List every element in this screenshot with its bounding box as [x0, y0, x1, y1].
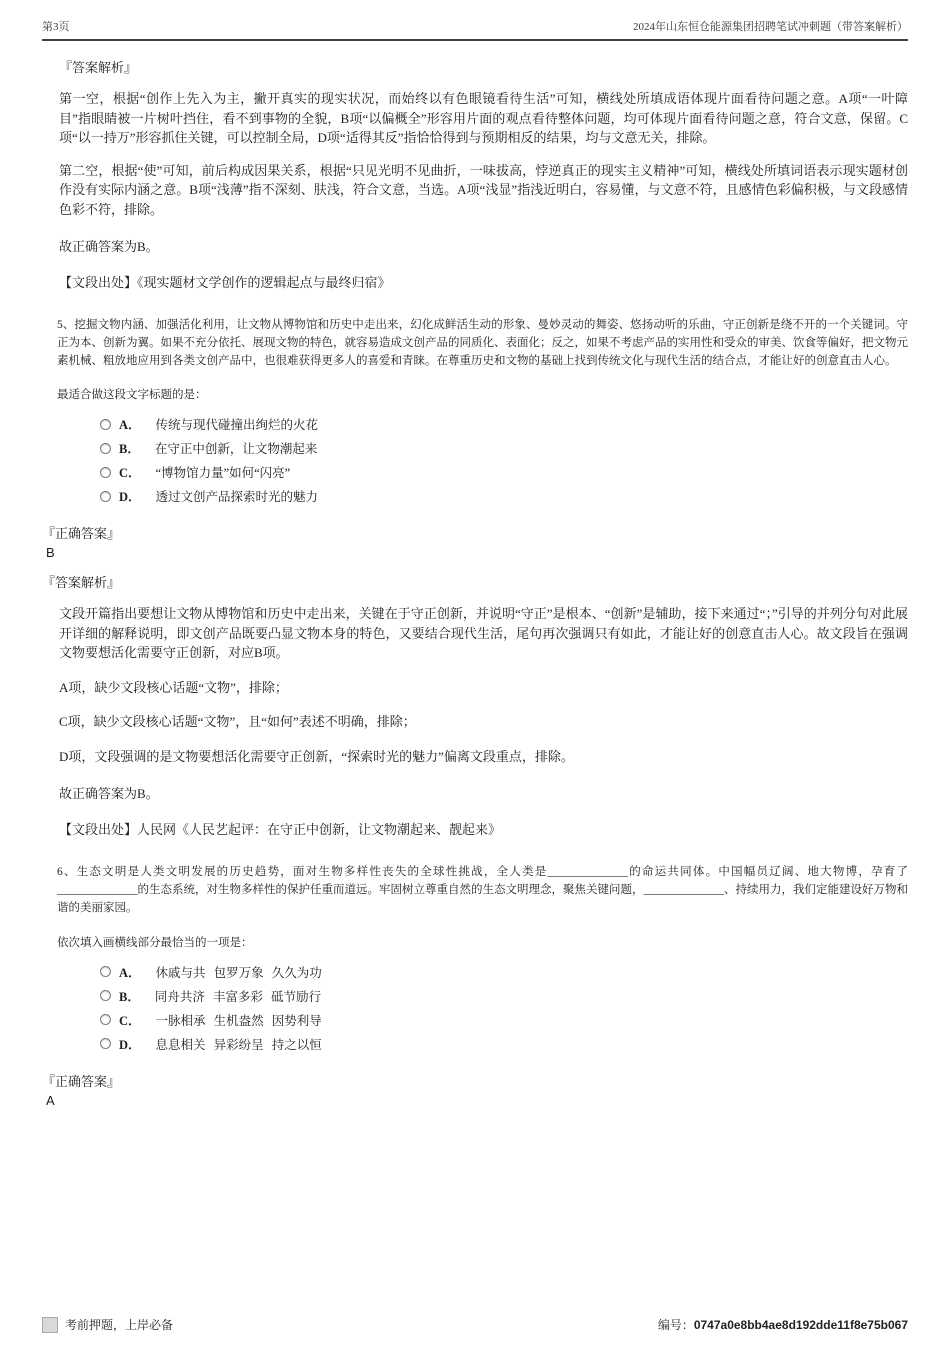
radio-button-icon[interactable]: [100, 419, 111, 430]
footer-code-label: 编号：: [657, 1318, 694, 1332]
radio-button-icon[interactable]: [100, 1014, 111, 1025]
question-prompt: 依次填入画横线部分最恰当的一项是：: [57, 936, 253, 949]
option-row: [100, 460, 908, 484]
option-letter: D．: [119, 1037, 141, 1052]
analysis-label: 『答案解析』: [42, 575, 121, 591]
option-row: [100, 984, 908, 1008]
analysis-paragraph: D项，文段强调的是文物要想活化需要守正创新，“探索时光的魅力”偏离文段重点，排除。: [59, 748, 574, 764]
option-text: 同舟共济 丰富多彩 砥节励行: [154, 989, 322, 1004]
option-text: 透过文创产品探索时光的魅力: [155, 490, 319, 505]
footer-logo-icon: [42, 1317, 58, 1333]
conclusion-text: 故正确答案为B。: [59, 239, 159, 254]
analysis-paragraph: C项，缺少文段核心话题“文物”，且“如何”表述不明确，排除；: [59, 714, 416, 730]
footer-slogan: 考前押题，上岸必备: [65, 1318, 174, 1332]
analysis-label: 『答案解析』: [59, 60, 138, 75]
option-text: 在守正中创新，让文物潮起来: [154, 442, 318, 457]
conclusion-text: 故正确答案为B。: [59, 786, 159, 802]
correct-answer-value: B: [46, 545, 55, 561]
option-text: 一脉相承 生机盎然 因势利导: [155, 1013, 322, 1028]
radio-button-icon[interactable]: [100, 1038, 111, 1049]
header-title: 2024年山东恒仓能源集团招聘笔试冲刺题（带答案解析）: [633, 21, 908, 33]
option-letter: B．: [119, 442, 140, 457]
option-row: [100, 1032, 908, 1056]
footer-code-value: 0747a0e8bb4ae8d192dde11f8e75b067: [693, 1318, 908, 1332]
page-header: [42, 18, 908, 34]
page-footer: [42, 1316, 908, 1333]
document-body: [42, 57, 908, 1108]
option-letter: D．: [119, 490, 141, 505]
option-text: 休戚与共 包罗万象 久久为功: [155, 965, 322, 980]
question-stem: 5、挖掘文物内涵、加强活化利用，让文物从博物馆和历史中走出来，幻化成鲜活生动的形象、曼妙灵动的舞姿、悠扬动听的乐曲，守正创新是绕不开的一个关键词。守正为本、创新为翼。如果不充分依托、展现文物的特色，就容易造成文创产品的同质化、表面化；反之，如果不考虑产品的实用性和受众的审美、饮食等偏好，把文物元素机械、粗放地应用到各类文创产品中，也很难获得更多人的喜爱和青睐。在尊重历史和文物的基础上找到传统文化与现代生活的结合点，才能让好的创意直击人心。: [57, 319, 908, 367]
question-options: [100, 960, 908, 1056]
source-text: 【文段出处】《现实题材文学创作的逻辑起点与最终归宿》: [59, 275, 391, 290]
analysis-paragraph: A项，缺少文段核心话题“文物”，排除；: [59, 679, 288, 695]
option-row: [100, 436, 908, 460]
radio-button-icon[interactable]: [100, 443, 111, 454]
radio-button-icon[interactable]: [100, 467, 111, 478]
correct-answer-value: A: [46, 1092, 55, 1108]
radio-button-icon[interactable]: [100, 491, 111, 502]
analysis-paragraph: 第二空，根据“使”可知，前后构成因果关系，根据“只见光明不见曲折，一味拔高，悖逆真正的现实主义精神”可知，横线处所填词语表示现实题材创作没有实际内涵之意。B项“浅薄”指不深刻、肤浅，符合文意，当选。A项“浅显”指浅近明白，容易懂，与文意不符，且感情色彩偏积极，与文段感情色彩不符，排除。: [59, 162, 908, 217]
option-row: [100, 960, 908, 984]
radio-button-icon[interactable]: [100, 990, 111, 1001]
footer-code: [658, 1316, 908, 1333]
analysis-paragraph: 第一空，根据“创作上先入为主，撇开真实的现实状况，而始终以有色眼镜看待生活”可知，横线处所填成语体现片面看待问题之意。A项“一叶障目”指眼睛被一片树叶挡住，看不到事物的全貌，B项“以偏概全”形容用片面的观点看待整体问题，均可体现片面看待问题之意，符合文意，保留。C项“以一持万”形容抓住关键，可以控制全局，D项“适得其反”指恰恰得到与预期相反的结果，均与文意无关，排除。: [59, 91, 908, 145]
correct-answer-label: 『正确答案』: [42, 1073, 121, 1089]
correct-answer-label: 『正确答案』: [42, 526, 121, 542]
option-text: 息息相关 异彩纷呈 持之以恒: [155, 1037, 322, 1052]
option-letter: A．: [119, 965, 141, 980]
option-letter: A．: [119, 418, 141, 433]
header-divider: [42, 39, 908, 41]
radio-button-icon[interactable]: [100, 966, 111, 977]
header-page-number: 第3页: [42, 21, 70, 33]
analysis-paragraph: 文段开篇指出要想让文物从博物馆和历史中走出来，关键在于守正创新，并说明“守正”是根本、“创新”是辅助，接下来通过“；”引导的并列分句对此展开详细的解释说明，即文创产品既要凸显文物本身的特色，又要结合现代生活，尾句再次强调只有如此，才能让好的创意直击人心。故文段旨在强调文物要想活化需要守正创新，对应B项。: [59, 606, 908, 661]
option-row: [100, 412, 908, 436]
option-letter: B．: [119, 989, 140, 1004]
option-text: 传统与现代碰撞出绚烂的火花: [155, 418, 319, 433]
option-row: [100, 1008, 908, 1032]
option-text: “博物馆力量”如何“闪亮”: [155, 466, 291, 481]
option-row: [100, 484, 908, 508]
option-letter: C．: [119, 466, 141, 481]
question-stem: 6、生态文明是人类文明发展的历史趋势，面对生物多样性丧失的全球性挑战，全人类是______________的命运共同体。中国幅员辽阔、地大物博，孕育了______________的生态系统，对生物多样性的保护任重而道远。牢固树立尊重自然的生态文明理念，聚焦关键问题，______________、持续用力，我们定能建设好万物和谐的美丽家园。: [57, 866, 908, 915]
option-letter: C．: [119, 1013, 141, 1028]
question-options: [100, 412, 908, 508]
source-text: 【文段出处】人民网《人民艺起评：在守正中创新，让文物潮起来、靓起来》: [59, 822, 502, 838]
question-prompt: 最适合做这段文字标题的是：: [57, 389, 207, 402]
